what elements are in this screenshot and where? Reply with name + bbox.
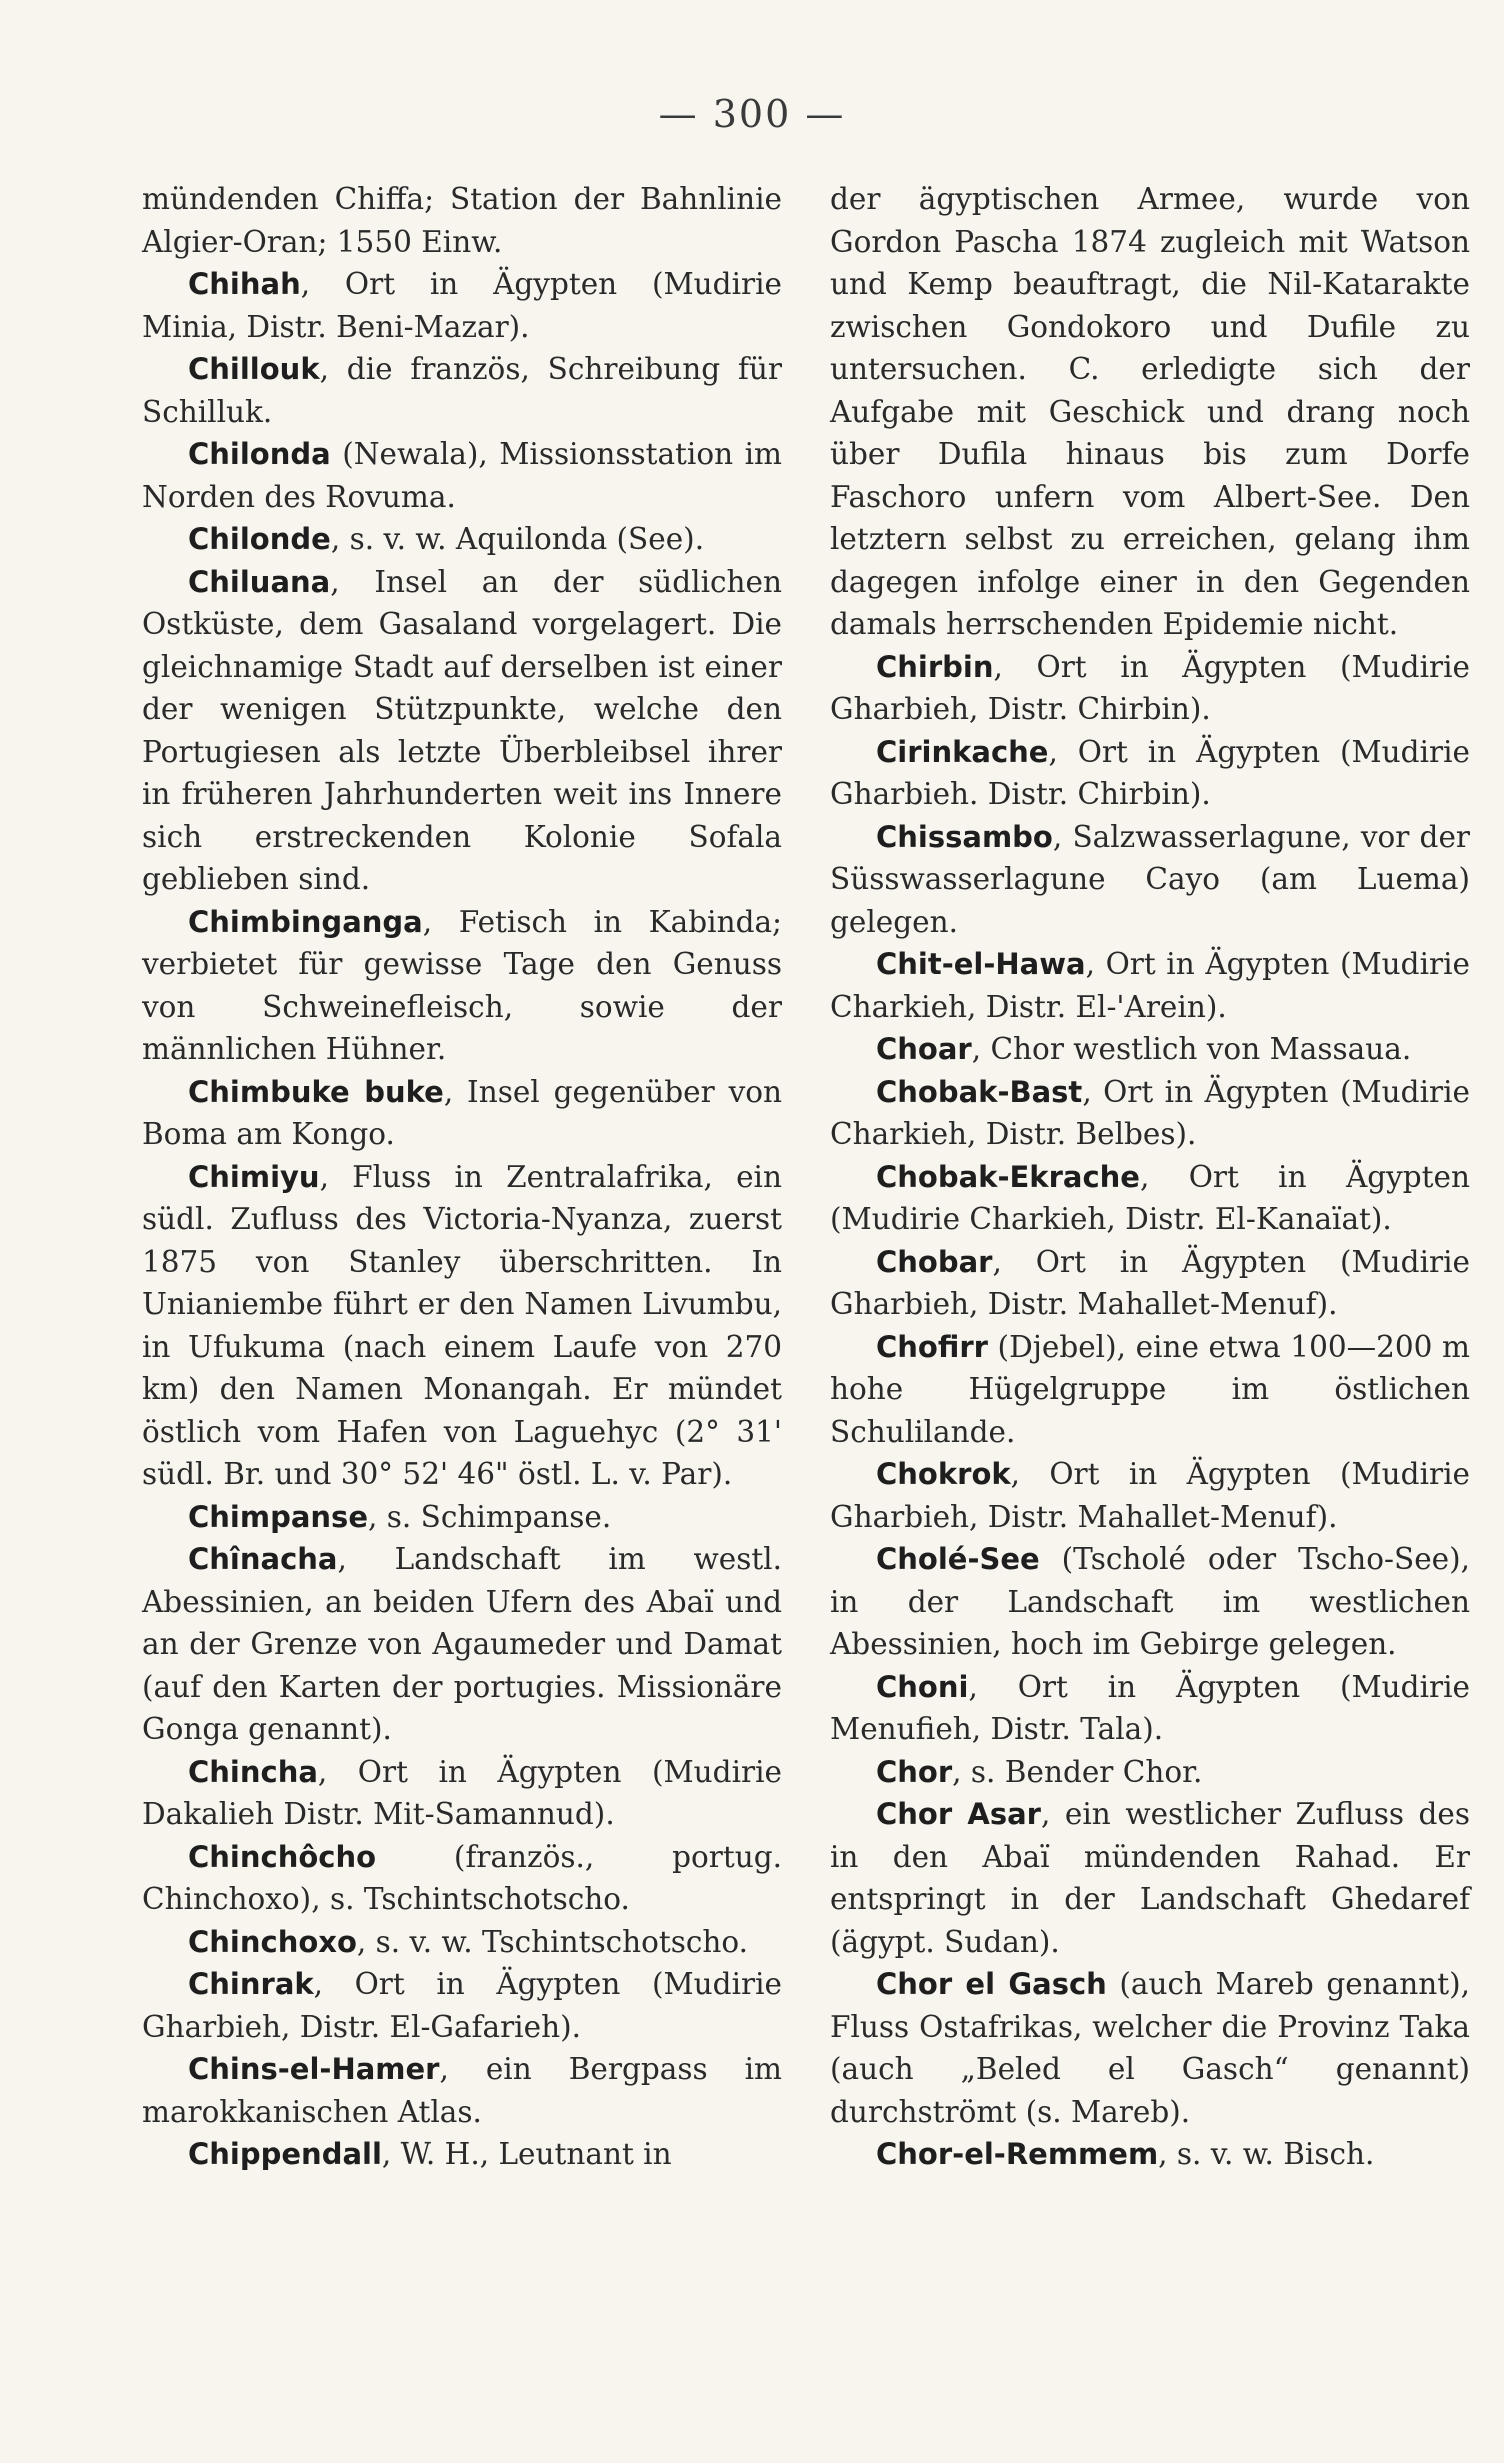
entry-text: , s. v. w. Bisch. <box>1158 2137 1375 2171</box>
entry-text: , Ort in Ägypten (Mudirie Gharbieh, Distr. Chirbin). <box>830 649 1470 726</box>
entry-headword: Chor Asar <box>876 1797 1041 1831</box>
entry-text: , Ort in Ägypten (Mudirie Charkieh, Distr. El-Kanaïat). <box>830 1159 1470 1236</box>
entry-headword: Chobak-Bast <box>876 1074 1083 1109</box>
entry-headword: Chokrok <box>876 1457 1011 1491</box>
entry-headword: Chissambo <box>876 819 1053 854</box>
entry-headword: Chor <box>876 1754 953 1789</box>
entry-text: , s. Bender Chor. <box>952 1754 1203 1789</box>
entry-headword: Chirbin <box>876 649 994 684</box>
page-number: — 300 — <box>658 92 846 136</box>
entry <box>830 1326 1470 1454</box>
entry <box>830 1241 1470 1326</box>
entry-headword: Choni <box>876 1669 969 1704</box>
entry-text: , ein Bergpass im marokkanischen Atlas. <box>142 2052 782 2129</box>
entry-headword: Chobar <box>876 1244 993 1279</box>
entry <box>142 178 782 263</box>
entry-headword: Chilonde <box>188 522 331 556</box>
entry <box>142 561 782 901</box>
entry-text: , s. v. w. Tschintschotscho. <box>356 1924 749 1959</box>
entry <box>142 263 782 348</box>
entry <box>830 1028 1470 1071</box>
entry-text: mündenden Chiffa; Station der Bahnlinie Algier-Oran; 1550 Einw. <box>142 182 782 259</box>
entry-text: , Ort in Ägypten (Mudirie Menufieh, Distr. Tala). <box>830 1669 1470 1746</box>
entry-text: , Landschaft im westl. Abessinien, an beiden Ufern des Abaï und an der Grenze von Agaumeder und Damat (auf den Karten der portugies. Missionäre Gonga genannt). <box>142 1542 782 1746</box>
entry-headword: Chofirr <box>876 1329 988 1364</box>
entry <box>142 433 782 518</box>
entry-headword: Chippendall <box>188 2137 382 2171</box>
entry <box>142 1071 782 1156</box>
entry-text: , die französ, Schreibung für Schilluk. <box>142 352 782 429</box>
entry-text: , Ort in Ägypten (Mudirie Charkieh, Distr. Belbes). <box>830 1074 1470 1151</box>
entry-text: , Salzwasserlagune, vor der Süsswasserlagune Cayo (am Luema) gelegen. <box>830 819 1470 939</box>
entry <box>830 816 1470 944</box>
entry <box>142 1538 782 1751</box>
entry-text: , Ort in Ägypten (Mudirie Dakalieh Distr. Mit-Samannud). <box>142 1754 782 1831</box>
entry-headword: Chinrak <box>188 1967 314 2001</box>
entry <box>142 518 782 561</box>
entry-text: , Ort in Ägypten (Mudirie Gharbieh, Distr. Mahallet-Menuf). <box>830 1244 1470 1321</box>
entry <box>830 1793 1470 1963</box>
entry-headword: Chor el Gasch <box>876 1967 1107 2001</box>
entry-text: , Insel an der südlichen Ostküste, dem Gasaland vorgelagert. Die gleichnamige Stadt auf derselben ist einer der wenigen Stützpunkte, welche den Portugiesen als letzte Überbleibsel ihrer in früheren Jahrhunderten weit ins Innere sich erstreckenden Kolonie Sofala geblieben sind. <box>142 564 782 896</box>
entry <box>830 646 1470 731</box>
entry-text: , Ort in Ägypten (Mudirie Gharbieh, Distr. El-Gafarieh). <box>142 1967 782 2044</box>
entry <box>830 2133 1470 2176</box>
entry-text: der ägyptischen Armee, wurde von Gordon Pascha 1874 zugleich mit Watson und Kemp beauftragt, die Nil-Katarakte zwischen Gondokoro und Dufile zu untersuchen. C. erledigte sich der Aufgabe mit Geschick und drang noch über Dufila hinaus bis zum Dorfe Faschoro unfern vom Albert-See. Den letztern selbst zu erreichen, gelang ihm dagegen infolge einer in den Gegenden damals herrschenden Epidemie nicht. <box>830 182 1470 641</box>
entry <box>830 731 1470 816</box>
entry-headword: Cholé-See <box>876 1542 1040 1576</box>
entry-text: , Fluss in Zentralafrika, ein südl. Zufluss des Victoria-Nyanza, zuerst 1875 von Stanley überschritten. In Unianiembe führt er den Namen Livumbu, in Ufukuma (nach einem Laufe von 270 km) den Namen Monangah. Er mündet östlich vom Hafen von Laguehyc (2° 31' südl. Br. und 30° 52' 46" östl. L. v. Par). <box>142 1159 782 1491</box>
entry-headword: Chiluana <box>188 564 331 599</box>
entry-headword: Chinchoxo <box>188 1924 357 1959</box>
entry <box>830 1156 1470 1241</box>
entry-text: (französ., portug. Chinchoxo), s. Tschintschotscho. <box>142 1839 782 1916</box>
entry-headword: Chimpanse <box>188 1499 368 1534</box>
entry-text: (Djebel), eine etwa 100—200 m hohe Hügelgruppe im östlichen Schulilande. <box>830 1329 1470 1449</box>
entry-headword: Chit-el-Hawa <box>876 947 1086 981</box>
entry-headword: Chor-el-Remmem <box>876 2137 1159 2171</box>
entry-headword: Chincha <box>188 1754 318 1789</box>
entry-text: , Ort in Ägypten (Mudirie Gharbieh. Distr. Chirbin). <box>830 734 1470 811</box>
entry-text: , s. Schimpanse. <box>368 1499 612 1534</box>
entry-headword: Chilonda <box>188 437 331 471</box>
entry-headword: Chimbuke buke <box>188 1074 444 1109</box>
entry-headword: Chimbinganga <box>188 904 423 939</box>
entry-text: , Insel gegenüber von Boma am Kongo. <box>142 1074 783 1151</box>
entry-text: , s. v. w. Aquilonda (See). <box>330 522 705 556</box>
left-column <box>142 178 782 2176</box>
entry <box>830 1751 1470 1794</box>
entry <box>142 1496 782 1539</box>
entry <box>142 1156 782 1496</box>
entry <box>830 1963 1470 2133</box>
entry-headword: Chillouk <box>188 352 320 386</box>
entry-text: (Newala), Missionsstation im Norden des Rovuma. <box>142 437 782 514</box>
entry <box>142 2133 782 2176</box>
entry <box>142 348 782 433</box>
entry <box>142 1963 782 2048</box>
entry <box>142 1921 782 1964</box>
entry <box>830 178 1470 646</box>
entry-text: , Fetisch in Kabinda; verbietet für gewisse Tage den Genuss von Schweinefleisch, sowie der männlichen Hühner. <box>142 904 782 1066</box>
entry-text: , Chor westlich von Massaua. <box>971 1032 1412 1066</box>
entry <box>830 943 1470 1028</box>
entry-headword: Chînacha <box>188 1542 338 1576</box>
entry-headword: Chimiyu <box>188 1159 320 1194</box>
entry-text: (Tscholé oder Tscho-See), in der Landschaft im westlichen Abessinien, hoch im Gebirge gelegen. <box>830 1542 1470 1661</box>
entry-text: (auch Mareb genannt), Fluss Ostafrikas, welcher die Provinz Taka (auch „Beled el Gasch“ genannt) durchströmt (s. Mareb). <box>830 1967 1470 2129</box>
entry <box>142 1836 782 1921</box>
entry <box>830 1453 1470 1538</box>
entry-text: , ein westlicher Zufluss des in den Abaï mündenden Rahad. Er entspringt in der Landschaft Ghedaref (ägypt. Sudan). <box>830 1797 1470 1959</box>
entry-headword: Chinchôcho <box>188 1839 377 1874</box>
entry-headword: Chobak-Ekrache <box>876 1159 1140 1194</box>
entry-text: , Ort in Ägypten (Mudirie Charkieh, Distr. El-'Arein). <box>830 947 1470 1024</box>
entry <box>142 901 782 1071</box>
entry-text: , W. H., Leutnant in <box>381 2137 672 2171</box>
entry <box>142 1751 782 1836</box>
entry-headword: Cirinkache <box>876 734 1049 769</box>
entry-text: , Ort in Ägypten (Mudirie Gharbieh, Distr. Mahallet-Menuf). <box>830 1457 1470 1534</box>
right-column <box>830 178 1470 2176</box>
entry <box>142 2048 782 2133</box>
entry <box>830 1538 1470 1666</box>
entry-headword: Chihah <box>188 267 301 301</box>
entry <box>830 1071 1470 1156</box>
entry <box>830 1666 1470 1751</box>
entry-text: , Ort in Ägypten (Mudirie Minia, Distr. Beni-Mazar). <box>142 267 782 344</box>
entry-headword: Choar <box>876 1032 972 1066</box>
entry-headword: Chins-el-Hamer <box>188 2052 440 2086</box>
